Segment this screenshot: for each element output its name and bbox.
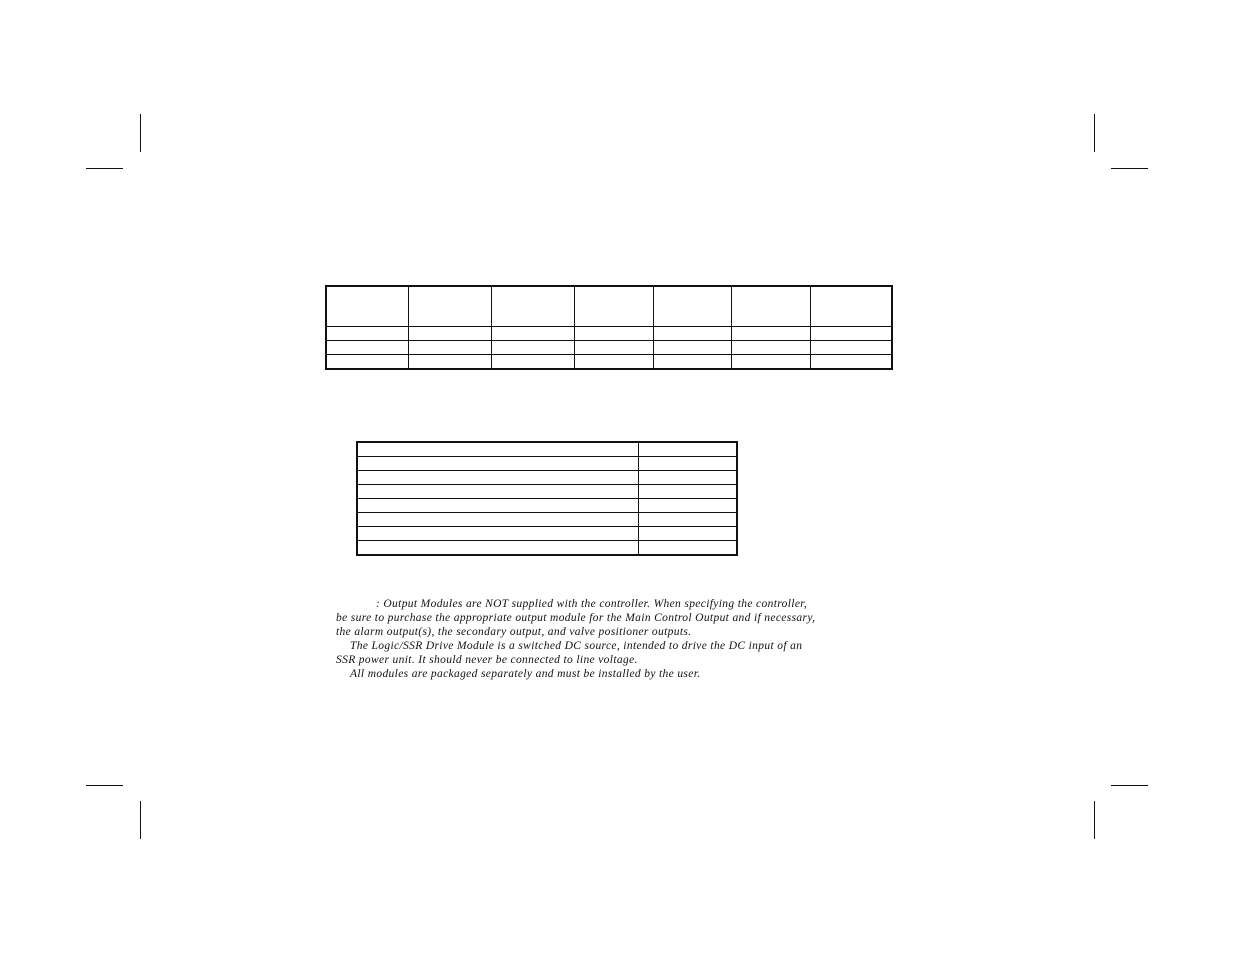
table-cell (575, 341, 654, 355)
module-part-number-table (356, 441, 738, 556)
table-row (357, 541, 737, 556)
note-line (336, 597, 836, 611)
table-cell (811, 355, 893, 370)
table-cell (811, 341, 893, 355)
table-cell (409, 286, 492, 327)
table-cell (654, 327, 732, 341)
crop-mark-top-right-vertical (1094, 114, 1095, 152)
table-cell (409, 355, 492, 370)
note-line: The Logic/SSR Drive Module is a switched DC source, intended to drive the DC input of an (350, 640, 803, 652)
table-cell (357, 527, 639, 541)
table-row (357, 457, 737, 471)
table-cell (357, 457, 639, 471)
table-cell (409, 341, 492, 355)
table-cell (654, 286, 732, 327)
table-cell (732, 355, 811, 370)
note-line: the alarm output(s), the secondary output, and valve positioner outputs. (336, 626, 692, 638)
table-cell (639, 541, 738, 556)
table-cell (357, 471, 639, 485)
table-cell (575, 327, 654, 341)
table-cell (357, 442, 639, 457)
table-cell (492, 355, 575, 370)
table-cell (357, 499, 639, 513)
note-line: All modules are packaged separately and must be installed by the user. (350, 668, 701, 680)
crop-mark-bottom-right-horizontal (1111, 785, 1148, 786)
table-row (326, 341, 892, 355)
table-row (357, 513, 737, 527)
output-module-table (325, 285, 893, 370)
table-row (326, 355, 892, 370)
table-cell (357, 485, 639, 499)
crop-mark-top-left-vertical (140, 114, 141, 152)
table-cell (326, 327, 409, 341)
table-row (357, 499, 737, 513)
table-row (357, 527, 737, 541)
table-cell (811, 327, 893, 341)
table-cell (639, 442, 738, 457)
table-cell (639, 485, 738, 499)
crop-mark-top-left-horizontal (86, 168, 123, 169)
crop-mark-bottom-left-vertical (140, 801, 141, 839)
table-cell (732, 341, 811, 355)
table-row (357, 442, 737, 457)
note-line: SSR power unit. It should never be connected to line voltage. (336, 654, 638, 666)
note-line: be sure to purchase the appropriate output module for the Main Control Output and if necessary, (336, 612, 816, 624)
table-cell (575, 355, 654, 370)
crop-mark-bottom-right-vertical (1094, 801, 1095, 839)
note-text: : Output Modules are NOT supplied with the controller. When specifying the controller, (376, 598, 808, 610)
table-cell (732, 327, 811, 341)
table-cell (654, 355, 732, 370)
table-cell (326, 286, 409, 327)
table-cell (811, 286, 893, 327)
table-cell (409, 327, 492, 341)
table-cell (492, 327, 575, 341)
table-cell (639, 457, 738, 471)
table-cell (639, 471, 738, 485)
table-cell (492, 341, 575, 355)
table-cell (326, 355, 409, 370)
table-cell (732, 286, 811, 327)
table-cell (326, 341, 409, 355)
table-cell (357, 541, 639, 556)
table-cell (575, 286, 654, 327)
crop-mark-top-right-horizontal (1111, 168, 1148, 169)
table-cell (639, 513, 738, 527)
output-module-note (336, 597, 836, 681)
table-row (326, 327, 892, 341)
table-row (357, 471, 737, 485)
crop-mark-bottom-left-horizontal (86, 785, 123, 786)
table-cell (357, 513, 639, 527)
table-cell (492, 286, 575, 327)
table-cell (639, 499, 738, 513)
table-cell (654, 341, 732, 355)
table-row (357, 485, 737, 499)
table-header-row (326, 286, 892, 327)
table-cell (639, 527, 738, 541)
